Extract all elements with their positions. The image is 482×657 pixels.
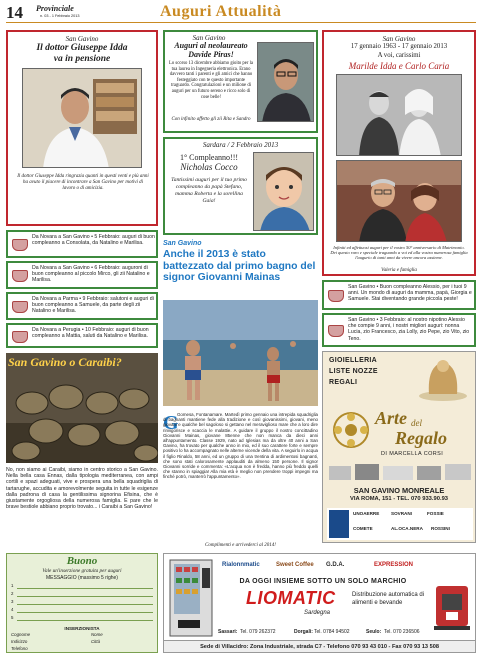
birthday-note-text: San Gavino • Buon compleanno Alessio, per i tuoi 9 anni. Un mondo di auguri da mamma, papà, Giorgia e Samuele. Stai diventando grande piccola peste! xyxy=(348,284,472,303)
ad-line-gioielleria: GIOIELLERIA xyxy=(329,357,378,364)
header-rule xyxy=(6,22,476,23)
anniversary-location: San Gavino xyxy=(382,35,416,43)
cocco-title-line2: Nicholas Cocco xyxy=(180,162,238,172)
contact-tel: Tel. 070 236506 xyxy=(384,629,420,635)
baby-portrait-image xyxy=(254,153,314,231)
piras-body: Lo scorso 13 dicembre abbiamo gioito per la tua laurea in Ingegneria elettronica. Erano davvero tanti i parenti e gli amici che hanno festeggiato con te questo importante traguardo. Congratulazioni e un milione di auguri per un futuro sereno e ricco solo di cose belle! xyxy=(169,61,253,100)
piras-article xyxy=(163,30,318,133)
ad-logo: SOVRANI xyxy=(391,511,412,516)
liomatic-tagline: Distribuzione automatica di alimenti e bevande xyxy=(352,592,425,606)
caraibi-title: San Gavino o Caraibi? xyxy=(8,355,122,369)
ad-line-liste-nozze: LISTE NOZZE xyxy=(329,368,378,375)
contact-city: Sassari: xyxy=(218,629,238,635)
birthday-note xyxy=(6,230,158,258)
caraibi-article xyxy=(6,353,158,548)
ad-logo: UNOAERRE xyxy=(353,511,380,516)
cocco-body: Tantissimi auguri per il tuo primo compleanno da papà Stefano, mamma Roberta e la sorellina Gaia! xyxy=(171,177,247,204)
ad-address: VIA ROMA, 151 - TEL. 070 933.90.93 xyxy=(349,496,449,502)
ad-products-strip xyxy=(327,462,473,482)
graduate-portrait-image xyxy=(258,43,314,122)
ad-logos xyxy=(327,508,473,540)
coupon-line-number: 5 xyxy=(11,615,14,620)
caraibi-body: No, non siamo ai Caraibi, siamo in centro storico a San Gavino. Nella bella casa Ennas, dalla tipologia mediterranea, con ampi cortili e spazi adeguati, vive e prospera una bella squadriglia di tartarughe, accudita e amorevolmente seguita in tutte le esigenze dalla padrona di casa la gentilissima signorina Efisina, che è giustamente orgogliosa della numerosa famiglia. E pare che le brave bestiole abbiano proprio trovato... i Caraibi a San Gavino! xyxy=(6,467,158,511)
coupon-field-label: Città xyxy=(91,639,101,644)
piras-title: Auguri al neolaureato Davide Piras! xyxy=(174,41,248,59)
mainas-body-text: Gomesa, Fontanamare. Martedì primo gennaio una intrepida squadriglia di bagnanti mantiene fede alla tradizione e così giovanissimi, giovani, meno giovani e qualche bel sagoloso si gettano nel meraviglioso mare che a loro dire rinvigorisce e scaccia le malattie. A guidare il gruppo il nostro concittadino Giovanni Mainas, giovane 85enne che non manca da dieci anni all'appuntamento. Classe 1929, nato ad Iglesias ma da oltre 40 anni a San Gavino, ha trovato per qualche anno in mio, ed il suo carattere forte e sempre positivo lo ha accompagnato nelle alterne vicende della vita. A seguirlo in acqua il figlio Rinaldo, 58 anni, ed un gruppo di una trentina di ardimentosi bagnanti, che sono stati calorosamente applauditi da almeno 150 persone. Il signor Giovanni sorride e commenta: «L'acqua non è fredda, hanno più freddo quelli che stanno in spiaggia! Alla mia età è meglio non prendere troppi impegni ma finché potrò, manterrò l'appuntamento». xyxy=(163,412,318,480)
coupon-field-label: Cognome xyxy=(11,632,31,637)
issue-info: n. 03 - 1 Febbraio 2013 xyxy=(40,14,80,18)
coupon-title: Buono xyxy=(66,555,98,567)
wedding-couple-image xyxy=(337,75,462,156)
coupon[interactable] xyxy=(6,553,158,653)
cake-icon xyxy=(328,325,344,337)
cake-icon xyxy=(328,290,344,302)
mainas-dropcap: G xyxy=(163,412,179,434)
idda-title-line1: Il dottor Giuseppe Idda xyxy=(36,43,128,53)
elderly-couple-image xyxy=(337,161,462,242)
liomatic-partner-logo: Rialonnmatic xyxy=(222,562,260,568)
liomatic-partner-logo: G.D.A. xyxy=(326,562,345,568)
coupon-line-number: 2 xyxy=(11,591,14,596)
coffee-machine-image xyxy=(432,582,472,632)
birthday-note xyxy=(6,261,158,289)
brand-logo: Provinciale xyxy=(36,4,74,13)
coupon-message-line[interactable] xyxy=(17,612,153,613)
vending-machine-image xyxy=(168,558,214,638)
liomatic-partner-logo: EXPRESSION xyxy=(374,562,414,568)
contact-city: Seulo: xyxy=(366,629,382,635)
arte-del-regalo-ad[interactable] xyxy=(322,351,476,543)
mainas-title: Anche il 2013 è stato battezzato dal primo bagno del signor Giovanni Mainas xyxy=(163,249,316,283)
anniversary-body: Infiniti ed affettuosi auguri per il vostro 50° anniversario di Matrimonio. Dei questo raro e speciale traguardo a voi ed alla vostra numerosa famiglia l'augurio di tanti anni da vivere ancora assieme. xyxy=(330,245,468,261)
birthday-note-text: Da Novara a Perugia • 10 Febbraio: auguri di buon compleanno a Mattia, saluti da Natalino e Marilisa. xyxy=(32,327,149,340)
cocco-title-line1: 1° Compleanno!!! xyxy=(179,153,239,162)
coupon-message-line[interactable] xyxy=(17,588,153,589)
liomatic-contact xyxy=(218,629,428,637)
coupon-message-line[interactable] xyxy=(17,604,153,605)
idda-caption: Il dottor Giuseppe Idda ringrazia quanti in questi venti e più anni ha avuto il piacere di incontrare a San Gavino per motivi di lavoro o di amicizia. xyxy=(17,174,149,192)
liomatic-partner-logo: Sweet Coffee xyxy=(276,562,314,568)
coupon-line-number: 3 xyxy=(11,599,14,604)
anniversary-dates: 17 gennaio 1963 - 17 gennaio 2013 xyxy=(350,43,448,50)
ad-logo: FOSSIE xyxy=(427,511,444,516)
idda-photo xyxy=(22,68,142,168)
ad-gift-image xyxy=(413,356,473,402)
birthday-note-text: Da Novara a San Gavino • 5 Febbraio: auguri di buon compleanno a Consolata, da Natalino e Marilisa. xyxy=(32,234,155,247)
liomatic-region: Sardegna xyxy=(304,610,331,616)
gift-statue-icon xyxy=(413,356,473,402)
ad-logo: AL.OCA.NERA xyxy=(391,526,423,531)
cake-icon xyxy=(12,301,28,313)
birthday-note xyxy=(322,280,476,310)
ad-brand-regalo: Regalo xyxy=(395,428,447,448)
couple-recent-photo xyxy=(336,160,462,242)
ad-ornament xyxy=(331,410,371,450)
anniversary-signature: Valeria e famiglia xyxy=(381,268,417,273)
anniversary-greeting: A voi, carissimi xyxy=(377,52,421,59)
doctor-portrait-image xyxy=(23,69,142,168)
mainas-photo xyxy=(163,300,318,406)
coupon-subtitle: Vale un'inserzione gratuita per auguri xyxy=(42,568,122,574)
contact-tel: Tel. 079 262372 xyxy=(240,629,276,635)
idda-title-line2: va in pensione xyxy=(53,54,111,64)
ad-side-logo xyxy=(329,510,349,538)
liomatic-footer: Sede di Villacidro: Zona Industriale, strada C7 - Telefono 070 93 43 010 - Fax 070 93 13 508 xyxy=(164,640,475,652)
liomatic-logo: LIOMATIC xyxy=(246,588,336,608)
liomatic-slogan: DA OGGI INSIEME SOTTO UN SOLO MARCHIO xyxy=(239,578,407,585)
mainas-location: San Gavino xyxy=(163,240,202,247)
birthday-note-text: San Gavino • 3 Febbraio: al nostro nipotino Alessio che compie 9 anni, i nostri migliori auguri: nonna Lucia, zio Francesco, zia Lolly, zio Pepe, zio Vito, zio Teno. xyxy=(348,317,470,342)
wedding-photo xyxy=(336,74,462,156)
vending-machine-icon xyxy=(168,558,214,638)
cocco-location: Sardara / 2 Febbraio 2013 xyxy=(202,141,279,149)
beach-swimmers-image xyxy=(163,300,318,406)
coupon-line-number: 4 xyxy=(11,607,14,612)
liomatic-ad[interactable] xyxy=(163,553,476,653)
mainas-signature: Complimenti e arrivederci al 2014! xyxy=(205,543,276,548)
piras-location: San Gavino xyxy=(192,34,226,42)
mainas-article xyxy=(163,240,318,550)
section-title: Auguri Attualità xyxy=(160,3,282,20)
coupon-message-line[interactable] xyxy=(17,596,153,597)
ad-brand-del: del xyxy=(411,418,422,428)
coupon-line-label: MESSAGGIO (massimo 5 righe) xyxy=(46,575,118,581)
ad-city: SAN GAVINO MONREALE xyxy=(353,486,445,495)
products-image xyxy=(327,462,473,482)
contact-tel: Tel. 0784 94502 xyxy=(314,629,350,635)
ad-owner: DI MARCELLA CORSI xyxy=(381,451,444,457)
coupon-field-label: Indirizzo xyxy=(11,639,28,644)
anniversary-names: Marilde Idda e Carlo Caria xyxy=(348,61,450,71)
ad-brand-arte: Arte xyxy=(375,408,408,428)
cake-icon xyxy=(12,239,28,251)
ad-line-regali: REGALI xyxy=(329,379,358,386)
coupon-line-number: 1 xyxy=(11,583,14,588)
piras-photo xyxy=(257,42,314,122)
cocco-photo xyxy=(253,152,314,231)
contact-city: Dorgali: xyxy=(294,629,313,635)
birthday-note-text: Da Novara a San Gavino • 6 Febbraio: auguroni di buon compleanno al piccolo Mirco, gli zii Natalino e Marilisa. xyxy=(32,265,150,284)
coupon-field-label: Nome xyxy=(91,632,103,637)
page-header xyxy=(0,0,482,24)
page-number: 14 xyxy=(6,3,23,22)
birthday-note-text: Da Novara a Parma • 9 Febbraio: salutoni e auguri di buon compleanno a Samuele, da parte degli zii Natalino e Marilisa. xyxy=(32,296,154,315)
coupon-message-line[interactable] xyxy=(17,620,153,621)
idda-location: San Gavino xyxy=(65,35,99,43)
birthday-note xyxy=(322,313,476,347)
cake-icon xyxy=(12,331,28,343)
mainas-body xyxy=(163,412,318,542)
cake-icon xyxy=(12,270,28,282)
cocco-article xyxy=(163,137,318,235)
idda-article xyxy=(6,30,158,226)
piras-signature: Con infinito affetto gli zii Rita e Sandro xyxy=(171,117,251,122)
ad-logo: ROSSINI xyxy=(431,526,450,531)
coupon-field-label: Telefono xyxy=(11,646,28,651)
flower-ornament-icon xyxy=(331,410,371,450)
birthday-note xyxy=(6,323,158,348)
ad-logo: COMETE xyxy=(353,526,373,531)
coupon-sender-label: INSERZIONISTA xyxy=(64,626,100,631)
coffee-machine-icon xyxy=(432,582,472,632)
birthday-note xyxy=(6,292,158,320)
anniversary-article xyxy=(322,30,476,276)
